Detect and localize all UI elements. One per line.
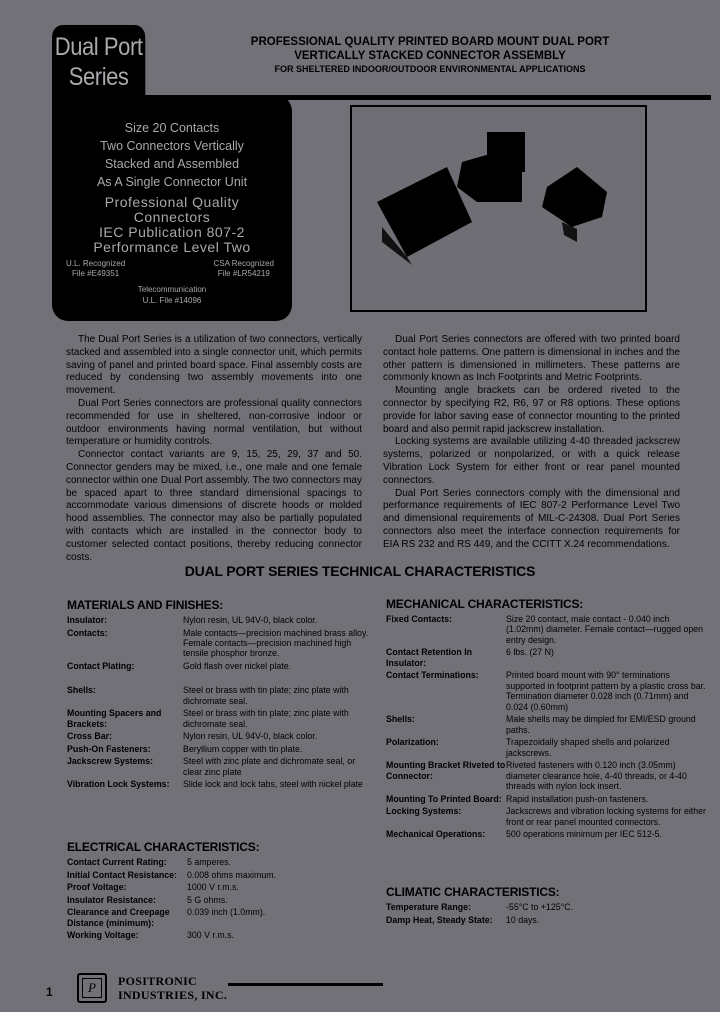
- spec-value: Slide lock and lock tabs, steel with nickel plate: [183, 779, 363, 790]
- feature: Size 20 Contacts: [124, 121, 220, 135]
- feature: As A Single Connector Unit: [96, 175, 248, 189]
- spec-label: Shells:: [67, 685, 96, 696]
- spec-value: Steel with zinc plate and dichromate seal, or clear zinc plate: [183, 756, 356, 777]
- header-line2: VERTICALLY STACKED CONNECTOR ASSEMBLY: [294, 50, 566, 62]
- spec-row: [67, 685, 373, 706]
- spec-value: 5 amperes.: [187, 857, 232, 867]
- spec-value: 0.039 inch (1.0mm).: [187, 907, 266, 918]
- spec-row: [386, 760, 706, 791]
- spec-row: [67, 661, 373, 683]
- quality-line: Professional Quality: [104, 194, 240, 210]
- spec-value: Male shells may be dimpled for EMI/ESD ground paths.: [506, 714, 696, 735]
- telecom-line: Telecommunication: [137, 285, 207, 294]
- spec-label: Locking Systems:: [386, 806, 462, 817]
- spec-value: Nylon resin, UL 94V-0, black color.: [183, 615, 318, 625]
- section-heading: ELECTRICAL CHARACTERISTICS:: [67, 840, 260, 854]
- spec-row: [67, 731, 373, 741]
- spec-value: Rapid installation push-on fasteners.: [506, 793, 649, 804]
- spec-row: [386, 714, 706, 735]
- section-heading: MECHANICAL CHARACTERISTICS:: [386, 597, 584, 611]
- spec-row: [386, 737, 706, 758]
- spec-row: [67, 882, 367, 892]
- spec-value: 5 G ohms.: [187, 894, 228, 905]
- spec-label: Temperature Range:: [386, 902, 471, 912]
- paragraph: Dual Port Series connectors comply with the dimensional and performance requirements of IEC 807-2 Performance Level Two and dimensional requirements of MIL-C-24308. Dual Port Series connectors also meet the interface connection requirements for EIA RS 232 and RS 449, and the CCITT X.24 recommendations.: [383, 487, 680, 550]
- spec-value: 300 V r.m.s.: [187, 930, 234, 941]
- spec-row: [386, 614, 706, 645]
- spec-label: Insulator Resistance:: [67, 894, 156, 905]
- spec-label: Mounting Bracket Riveted to Connector:: [386, 760, 506, 781]
- spec-label: Push-On Fasteners:: [67, 743, 151, 754]
- ul-cert: [66, 259, 125, 279]
- spec-value: Steel or brass with tin plate; zinc plate with dichromate seal.: [183, 685, 349, 706]
- paragraph: The Dual Port Series is a utilization of two connectors, vertically stacked and assembled into a single connector unit, which permits saving of panel and printed board space. Final assembly costs are reduced by condensing two assembly movements into one movement.: [66, 334, 362, 397]
- spec-label: Working Voltage:: [67, 930, 139, 941]
- paragraph: Mounting angle brackets can be ordered riveted to the connector by specifying R2, R6, 97 or R8 options. These options provide for labor saving ease of connector mounting to the printed board and also permit rapid jackscrew installation.: [383, 385, 680, 435]
- section-heading: MATERIALS AND FINISHES:: [67, 598, 224, 612]
- csa-line: CSA Recognized: [213, 259, 274, 268]
- spec-value: Trapezoidally shaped shells and polarized jackscrews.: [506, 737, 670, 758]
- spec-label: Jackscrew Systems:: [67, 756, 154, 767]
- spec-value: Size 20 contact, male contact - 0.040 inch (1.02mm) diameter. Female contact—rugged open entry design.: [506, 614, 704, 645]
- features-box: [52, 95, 292, 321]
- company-logo: [77, 973, 107, 1003]
- paragraph: Locking systems are available utilizing 4-40 threaded jackscrew systems, polarized or nonpolarized, or with a quick release Vibration Lock System for either front or rear panel mounted connectors.: [383, 436, 680, 486]
- series-tab-line2: Series: [68, 63, 129, 91]
- series-tab: [52, 25, 145, 105]
- spec-label: Mounting Spacers and Brackets:: [67, 708, 162, 729]
- ul-file: File #E49351: [72, 269, 120, 278]
- quality-line: Performance Level Two: [93, 239, 251, 255]
- company-name-line2: INDUSTRIES, INC.: [118, 988, 228, 1002]
- spec-value: 10 days.: [506, 914, 540, 925]
- csa-file: File #LR54219: [217, 269, 270, 278]
- spec-value: Riveted fasteners with 0.120 inch (3.05mm) diameter clearance hole, 4-40 threads, or 4-40 threads with nylon lock insert.: [506, 760, 687, 792]
- spec-label: Mechanical Operations:: [386, 829, 486, 840]
- spec-value: Steel or brass with tin plate; zinc plate with dichromate seal.: [183, 708, 349, 729]
- spec-row: [386, 806, 706, 827]
- spec-row: [386, 902, 706, 912]
- footer-rule: [228, 983, 383, 986]
- spec-row: [67, 930, 367, 940]
- section-title: DUAL PORT SERIES TECHNICAL CHARACTERISTICS: [184, 563, 536, 579]
- spec-row: [67, 870, 367, 880]
- quality-line: IEC Publication 807-2: [99, 224, 245, 240]
- spec-row: [67, 779, 373, 789]
- spec-value: 6 lbs. (27 N): [506, 647, 554, 658]
- spec-label: Fixed Contacts:: [386, 614, 452, 624]
- spec-label: Polarization:: [386, 737, 439, 748]
- paragraph: Dual Port Series connectors are professional quality connectors recommended for use in sheltered, non-corrosive indoor or outdoor environments having normal ventilation, but without temperature or humidity controls.: [66, 397, 362, 448]
- quality-line: Connectors: [133, 209, 211, 225]
- spec-value: Nylon resin, UL 94V-0, black color.: [183, 731, 318, 742]
- spec-value: 0.008 ohms maximum.: [187, 869, 276, 880]
- electrical-section: [67, 840, 367, 943]
- spec-row: [67, 857, 367, 867]
- intro-right-column: [383, 334, 680, 552]
- spec-value: 500 operations minimum per IEC 512-5.: [506, 829, 662, 840]
- feature: Two Connectors Vertically: [100, 139, 244, 153]
- spec-row: [386, 794, 706, 804]
- spec-row: [386, 647, 706, 668]
- spec-row: [67, 744, 373, 754]
- section-heading: CLIMATIC CHARACTERISTICS:: [386, 885, 560, 899]
- spec-label: Contact Current Rating:: [67, 857, 167, 867]
- mechanical-section: [386, 597, 706, 842]
- spec-row: [386, 670, 706, 712]
- spec-label: Insulator:: [67, 615, 108, 625]
- product-photo: [350, 105, 647, 312]
- header: [150, 35, 710, 75]
- series-tab-line1: Dual Port: [54, 33, 143, 61]
- spec-value: Printed board mount with 90° terminations supported in footprint pattern by a plastic cross bar. Termination diameter 0.028 inch (0.71mm) and 0.024 (0.60mm): [506, 670, 706, 712]
- ul-line: U.L. Recognized: [66, 259, 126, 268]
- spec-label: Contact Terminations:: [386, 670, 479, 681]
- spec-label: Contact Retention In Insulator:: [386, 647, 473, 668]
- paragraph: Connector contact variants are 9, 15, 25, 29, 37 and 50. Connector genders may be mixed, i.e., one male and one female connector within one Dual Port assembly. The two connectors may be spaced apart to three standard dimensional spacings to accommodate various dimensions of discrete hoods or molded hood assemblies. The connector may also be partially populated with contacts which are installed in the connector body to customer selected contact positions, thereby reducing connector costs.: [66, 449, 362, 563]
- spec-label: Shells:: [386, 714, 415, 725]
- logo-letter: P: [82, 978, 102, 998]
- spec-label: Mounting To Printed Board:: [386, 793, 502, 804]
- spec-label: Contact Plating:: [67, 661, 135, 671]
- spec-value: Jackscrews and vibration locking systems for either front or rear panel mounted connectors.: [506, 806, 706, 827]
- header-line1: PROFESSIONAL QUALITY PRINTED BOARD MOUNT DUAL PORT: [250, 36, 610, 48]
- page-number: 1: [46, 985, 53, 999]
- spec-label: Vibration Lock Systems:: [67, 779, 170, 790]
- spec-label: Initial Contact Resistance:: [67, 869, 177, 880]
- spec-label: Clearance and Creepage Distance (minimum):: [67, 907, 170, 928]
- spec-value: Beryllium copper with tin plate.: [183, 743, 303, 754]
- company-name-line1: POSITRONIC: [118, 974, 198, 988]
- spec-label: Proof Voltage:: [67, 882, 127, 893]
- materials-section: [67, 598, 373, 792]
- climatic-section: [386, 885, 706, 927]
- spec-row: [67, 615, 373, 625]
- telecom-cert: [52, 284, 292, 306]
- spec-row: [67, 708, 373, 729]
- company-name: [118, 974, 227, 1002]
- spec-row: [67, 907, 367, 928]
- spec-row: [386, 915, 706, 925]
- feature: Stacked and Assembled: [104, 157, 240, 171]
- spec-row: [67, 895, 367, 905]
- spec-row: [67, 756, 373, 777]
- csa-cert: [214, 259, 274, 279]
- spec-label: Cross Bar:: [67, 731, 112, 742]
- connectors-image: [352, 107, 645, 310]
- spec-row: [386, 829, 706, 839]
- spec-value: -55°C to +125°C.: [506, 902, 573, 912]
- spec-row: [67, 628, 373, 659]
- spec-label: Contacts:: [67, 627, 108, 638]
- spec-label: Damp Heat, Steady State:: [386, 914, 493, 925]
- intro-left-column: [66, 334, 362, 564]
- spec-value: 1000 V r.m.s.: [187, 882, 239, 893]
- header-line3: FOR SHELTERED INDOOR/OUTDOOR ENVIRONMENTAL APPLICATIONS: [274, 64, 586, 74]
- paragraph: Dual Port Series connectors are offered with two printed board contact hole patterns. One pattern is dimensional in inches and the other pattern is dimensioned in millimeters. These patterns are commonly known as Inch Footprints and Metric Footprints.: [383, 334, 680, 384]
- spec-value: Male contacts—precision machined brass alloy. Female contacts—precision machined high tensile phosphor bronze.: [183, 627, 369, 659]
- certifications: [66, 259, 274, 279]
- spec-value: Gold flash over nickel plate.: [183, 661, 292, 671]
- telecom-file: U.L. File #14096: [142, 296, 202, 305]
